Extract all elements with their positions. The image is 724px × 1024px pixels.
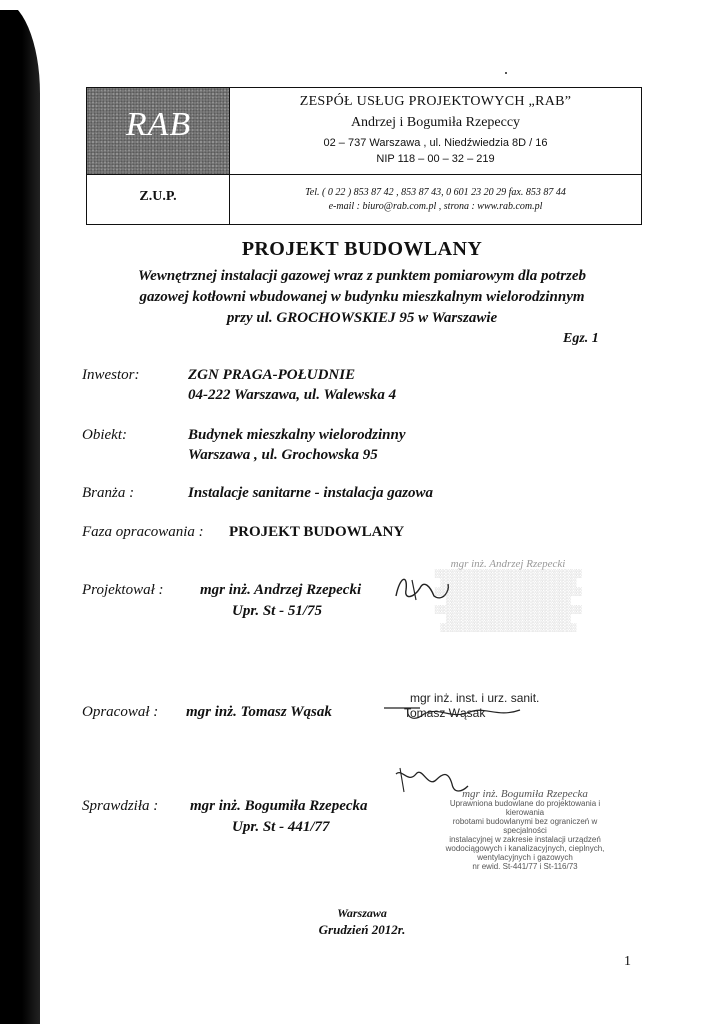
footer-date: Grudzień 2012r. (318, 922, 406, 937)
checked-label: Sprawdziła : (82, 798, 159, 814)
company-address: 02 – 737 Warszawa , ul. Niedźwiedzia 8D / 16 (323, 137, 548, 149)
scan-speck (505, 72, 507, 74)
checked-license: Upr. St - 441/77 (232, 819, 330, 835)
description-line-3: przy ul. GROCHOWSKIEJ 95 w Warszawie (226, 310, 498, 326)
checked-stamp-line-1: Uprawniona budowlane do projektowania i kierowania (449, 799, 601, 817)
company-short-name-cell (87, 175, 230, 224)
branch-label: Branża : (82, 485, 135, 501)
prepared-signature (380, 700, 530, 726)
prepared-name: mgr inż. Tomasz Wąsak (186, 704, 332, 720)
object-name: Budynek mieszkalny wielorodzinny (188, 427, 406, 443)
designer-license: Upr. St - 51/75 (232, 603, 323, 619)
contact-web: e-mail : biuro@rab.com.pl , strona : www.rab.com.pl (328, 201, 543, 212)
checked-stamp-line-5: wentylacyjnych i gazowych (477, 853, 573, 862)
investor-address: 04-222 Warszawa, ul. Walewska 4 (188, 387, 397, 403)
description-line-1: Wewnętrznej instalacji gazowej wraz z punktem pomiarowym dla potrzeb (137, 268, 587, 284)
branch-value: Instalacje sanitarne - instalacja gazowa (188, 485, 434, 501)
prepared-label: Opracował : (82, 704, 159, 720)
object-label: Obiekt: (82, 427, 127, 443)
company-contact (230, 175, 641, 224)
copy-number: Egz. 1 (563, 331, 599, 346)
checked-stamp-line-6: nr ewid. St-441/77 i St-116/73 (472, 862, 578, 871)
company-nip: NIP 118 – 00 – 32 – 219 (376, 153, 495, 165)
designer-label: Projektował : (82, 582, 164, 598)
logo-text: RAB (125, 106, 192, 143)
company-logo (87, 88, 230, 175)
phase-value: PROJEKT BUDOWLANY (229, 524, 405, 540)
company-header (86, 87, 642, 225)
document-title: PROJEKT BUDOWLANY (241, 238, 483, 260)
prepared-stamp-title: mgr inż. inst. i urz. sanit. (410, 691, 540, 705)
footer-city: Warszawa (337, 906, 387, 920)
checked-stamp (430, 790, 620, 871)
designer-stamp (410, 560, 606, 632)
object-address: Warszawa , ul. Grochowska 95 (188, 447, 378, 463)
checked-stamp-line-3: instalacyjnej w zakresie instalacji urządzeń (449, 835, 601, 844)
company-short-name: Z.U.P. (139, 189, 177, 204)
investor-label: Inwestor: (82, 367, 140, 383)
checked-name: mgr inż. Bogumiła Rzepecka (190, 798, 368, 814)
company-info (230, 88, 641, 175)
designer-stamp-text: ░░░░░░░░░░░░░░░░░░░░░░░░░░ ░░░░░░░░░░░░░░░░░░░░░░░░ ░░░░░░░░░░░░░░░░░░░░░░░░░░ ░░░░░░░░░░░░░░░░░░░░░░ ░░░░░░░░░░░░░░░░░░░░░░░░░░ ░░░░░░░░░░░░░░░░░░░░░░ ░░░░░░░░░░░░░░░░░░░░░░░░ (434, 569, 582, 632)
company-owners: Andrzej i Bogumiła Rzepeccy (350, 115, 521, 130)
contact-phone: Tel. ( 0 22 ) 853 87 42 , 853 87 43, 0 601 23 20 29 fax. 853 87 44 (305, 187, 566, 198)
checked-stamp-line-4: wodociągowych i kanalizacyjnych, cieplnych, (445, 844, 605, 853)
company-name: ZESPÓŁ USŁUG PROJEKTOWYCH „RAB” (299, 94, 572, 109)
investor-name: ZGN PRAGA-POŁUDNIE (188, 367, 356, 383)
designer-name: mgr inż. Andrzej Rzepecki (200, 582, 362, 598)
checked-stamp-title: mgr inż. Bogumiła Rzepecka (462, 788, 588, 800)
page-number: 1 (624, 954, 631, 969)
description-line-2: gazowej kotłowni wbudowanej w budynku mieszkalnym wielorodzinnym (139, 289, 585, 305)
prepared-stamp-name: Tomasz Wąsak (404, 706, 486, 720)
checked-stamp-line-2: robotami budowlanymi bez ograniczeń w specjalności (452, 817, 598, 835)
scan-corner (0, 0, 24, 10)
designer-stamp-title: mgr inż. Andrzej Rzepecki (450, 558, 566, 570)
phase-label: Faza opracowania : (82, 524, 204, 540)
scan-dark-edge (0, 0, 40, 1024)
